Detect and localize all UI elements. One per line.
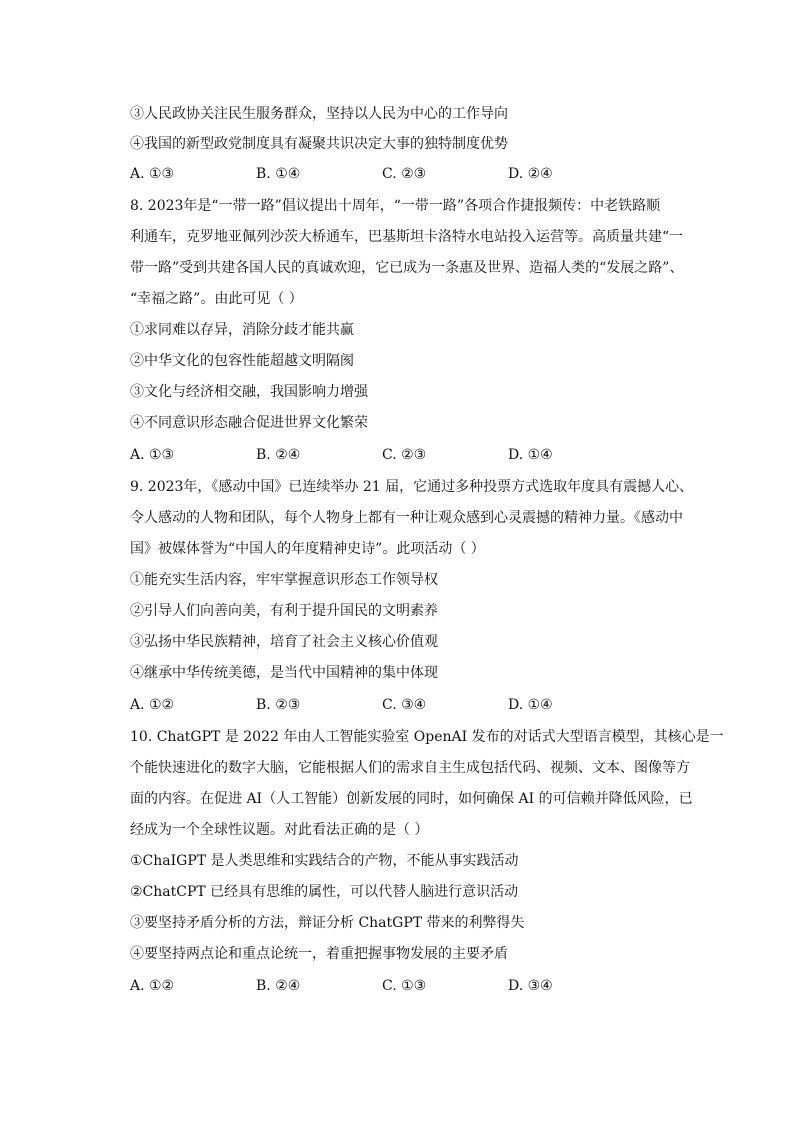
q10-stem-line-3: 面的内容。在促进 AI（人工智能）创新发展的同时，如何确保 AI 的可信赖并降低风险，已 bbox=[130, 791, 693, 807]
q7-statement-4: ④我国的新型政党制度具有凝聚共识决定大事的独特制度优势 bbox=[130, 136, 508, 152]
q9-option-d[interactable]: D. ①④ bbox=[508, 697, 553, 713]
q8-option-b[interactable]: B. ②④ bbox=[256, 447, 301, 463]
q10-option-d[interactable]: D. ③④ bbox=[508, 978, 553, 994]
q8-statement-2: ②中华文化的包容性能超越文明隔阂 bbox=[130, 353, 354, 369]
q9-statement-2: ②引导人们向善向美，有利于提升国民的文明素养 bbox=[130, 603, 438, 619]
q8-stem-line-3: 带一路”受到共建各国人民的真诚欢迎，它已成为一条惠及世界、造福人类的“发展之路”、 bbox=[130, 260, 684, 276]
q8-option-a[interactable]: A. ①③ bbox=[130, 447, 175, 463]
q7-option-d[interactable]: D. ②④ bbox=[508, 166, 553, 182]
q10-option-b[interactable]: B. ②④ bbox=[256, 978, 301, 994]
q10-stem-line-2: 个能快速进化的数字大脑，它能根据人们的需求自主生成包括代码、视频、文本、图像等方 bbox=[130, 760, 690, 776]
q10-stem-line-1: 10. ChatGPT 是 2022 年由人工智能实验室 OpenAI 发布的对话式大型语言模型，其核心是一 bbox=[130, 729, 724, 745]
q8-statement-3: ③文化与经济相交融，我国影响力增强 bbox=[130, 384, 368, 400]
q7-statement-3: ③人民政协关注民生服务群众，坚持以人民为中心的工作导向 bbox=[130, 106, 508, 122]
q9-options bbox=[130, 695, 690, 715]
q8-statement-4: ④不同意识形态融合促进世界文化繁荣 bbox=[130, 415, 368, 431]
q7-option-c[interactable]: C. ②③ bbox=[382, 166, 427, 182]
q10-options bbox=[130, 976, 690, 996]
q10-statement-1: ①ChaIGPT 是人类思维和实践结合的产物，不能从事实践活动 bbox=[130, 853, 519, 869]
q9-option-a[interactable]: A. ①② bbox=[130, 697, 175, 713]
q7-option-b[interactable]: B. ①④ bbox=[256, 166, 301, 182]
q8-option-c[interactable]: C. ②③ bbox=[382, 447, 427, 463]
q8-statement-1: ①求同难以存异，消除分歧才能共赢 bbox=[130, 322, 354, 338]
q10-statement-4: ④要坚持两点论和重点论统一，着重把握事物发展的主要矛盾 bbox=[130, 946, 508, 962]
q10-statement-3: ③要坚持矛盾分析的方法，辩证分析 ChatGPT 带来的利弊得失 bbox=[130, 915, 525, 931]
q8-stem-line-2: 利通车，克罗地亚佩列沙茨大桥通车，巴基斯坦卡洛特水电站投入运营等。高质量共建“一 bbox=[130, 229, 684, 245]
q7-option-a[interactable]: A. ①③ bbox=[130, 166, 175, 182]
q9-stem-line-3: 国》被媒体誉为“中国人的年度精神史诗”。此项活动（ ） bbox=[130, 541, 485, 557]
q7-options bbox=[130, 164, 690, 184]
q9-stem-line-1: 9. 2023年，《感动中国》已连续举办 21 届，它通过多种投票方式选取年度具有震撼人心、 bbox=[130, 479, 694, 495]
q8-options bbox=[130, 445, 690, 465]
q9-statement-3: ③弘扬中华民族精神，培育了社会主义核心价值观 bbox=[130, 634, 438, 650]
q8-stem-line-4: “幸福之路”。由此可见（ ） bbox=[130, 291, 303, 307]
q9-statement-1: ①能充实生活内容，牢牢掌握意识形态工作领导权 bbox=[130, 572, 438, 588]
q9-option-c[interactable]: C. ③④ bbox=[382, 697, 427, 713]
q9-stem-line-2: 令人感动的人物和团队，每个人物身上都有一种让观众感到心灵震撼的精神力量。《感动中 bbox=[130, 510, 683, 526]
q10-stem-line-4: 经成为一个全球性议题。对此看法正确的是（ ） bbox=[130, 822, 429, 838]
q8-option-d[interactable]: D. ①④ bbox=[508, 447, 553, 463]
q10-option-a[interactable]: A. ①② bbox=[130, 978, 175, 994]
q9-statement-4: ④继承中华传统美德，是当代中国精神的集中体现 bbox=[130, 665, 438, 681]
q10-option-c[interactable]: C. ①③ bbox=[382, 978, 427, 994]
q9-option-b[interactable]: B. ②③ bbox=[256, 697, 301, 713]
q10-statement-2: ②ChatCPT 已经具有思维的属性，可以代替人脑进行意识活动 bbox=[130, 884, 519, 900]
q8-stem-line-1: 8. 2023年是“一带一路”倡议提出十周年，“一带一路”各项合作捷报频传：中老铁路顺 bbox=[130, 198, 661, 214]
